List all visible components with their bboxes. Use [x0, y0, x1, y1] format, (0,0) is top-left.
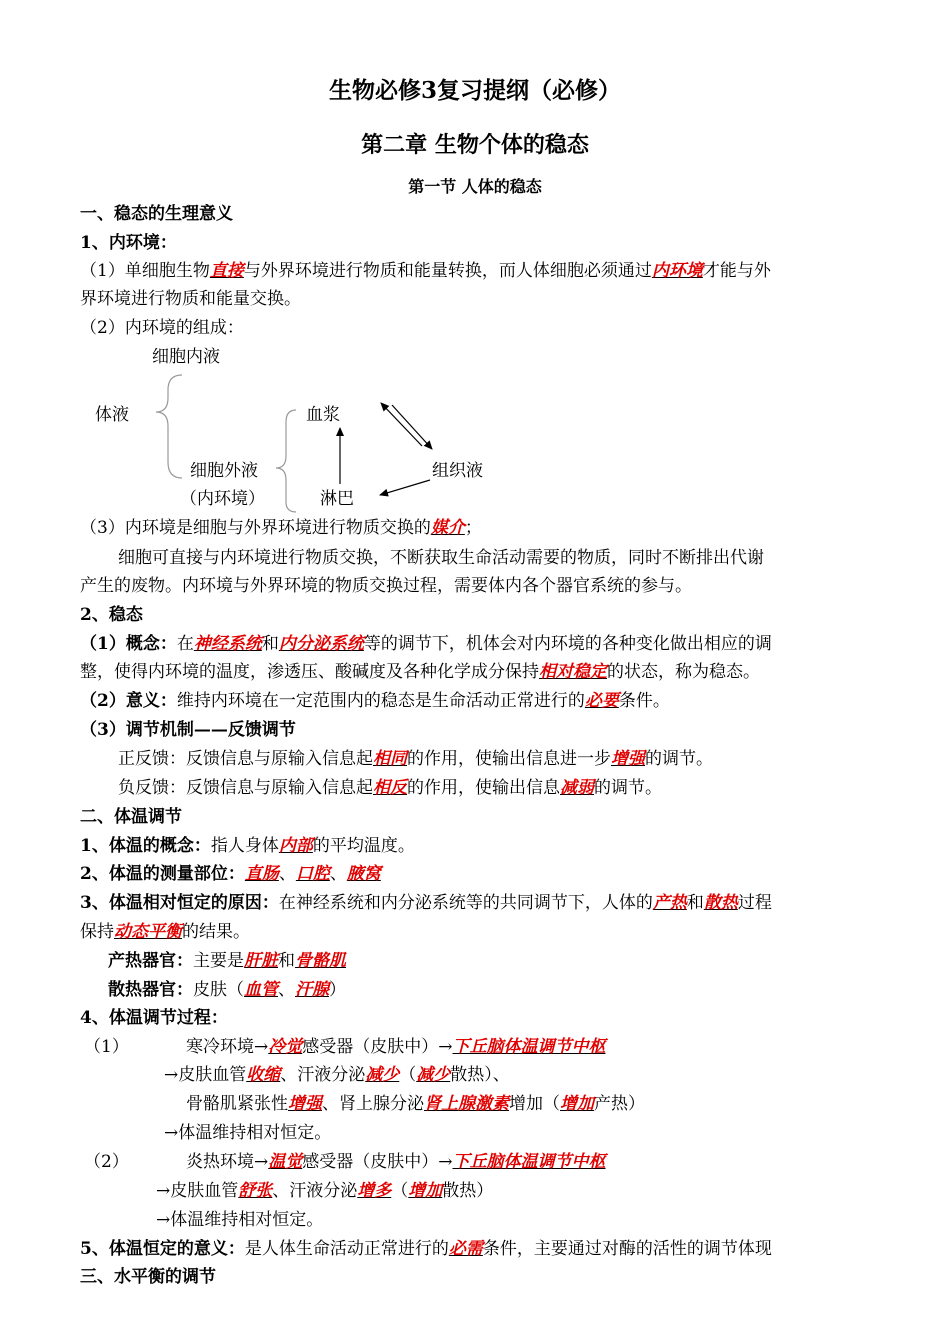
answer-text: 下丘脑体温调节中枢 [452, 1152, 606, 1172]
bold-label: （2）意义： [80, 691, 177, 711]
document-title: 生物必修3复习提纲（必修） [328, 77, 621, 104]
body-text: 指人身体 [210, 836, 279, 856]
body-text: 、 [278, 864, 296, 884]
body-text: 的结果。 [182, 922, 250, 942]
bold-label: 二、体温调节 [80, 807, 182, 827]
answer-text: 内部 [278, 836, 313, 856]
label-plasma: 血浆 [306, 405, 340, 425]
body-text: （ [399, 1065, 417, 1085]
answer-text: 必需 [448, 1239, 483, 1259]
answer-text: 血管 [244, 980, 278, 1000]
body-text: 条件，主要通过对酶的活性的调节体现 [482, 1239, 772, 1259]
answer-text: 汗腺 [295, 980, 329, 1000]
body-text: 的作用，使输出信息进一步 [407, 749, 611, 769]
body-text: 、 [278, 980, 295, 1000]
label-tissue-fluid: 组织液 [432, 461, 483, 481]
answer-text: 必要 [584, 691, 619, 711]
body-text: （1） [84, 1037, 129, 1057]
body-text: 和 [278, 951, 295, 971]
bold-label: 2、稳态 [80, 605, 143, 625]
body-text: 、汗液分泌 [280, 1065, 366, 1085]
section-heading: 第一节 人体的稳态 [408, 177, 542, 196]
answer-text: 相同 [373, 749, 407, 769]
body-text: 和 [686, 893, 704, 913]
body-text: （1）单细胞生物 [80, 261, 210, 281]
answer-text: 相反 [373, 778, 407, 798]
body-text: 条件。 [618, 691, 670, 711]
answer-text: 下丘脑体温调节中枢 [452, 1037, 606, 1057]
body-text: 等的调节下，机体会对内环境的各种变化做出相应的调 [363, 634, 772, 654]
body-text: 主要是 [193, 951, 244, 971]
body-text: 产热） [594, 1094, 645, 1114]
label-ecf: 细胞外液 [190, 461, 258, 481]
bold-label: 5、体温恒定的意义： [80, 1239, 245, 1259]
answer-text: 直接 [209, 261, 244, 281]
answer-text: 产热 [652, 893, 687, 913]
body-text: 和 [261, 634, 279, 654]
body-text: 、肾上腺分泌 [322, 1094, 424, 1114]
answer-text: 媒介 [430, 518, 465, 538]
body-text: 、汗液分泌 [272, 1181, 358, 1201]
body-text: 的状态，称为稳态。 [607, 662, 760, 682]
body-text: 保持 [80, 922, 114, 942]
answer-text: 肝脏 [244, 951, 278, 971]
body-text: ； [464, 518, 482, 538]
bold-label: 散热器官： [108, 980, 193, 1000]
answer-text: 直肠 [244, 864, 279, 884]
body-text: 负反馈：反馈信息与原输入信息起 [118, 778, 373, 798]
body-text: 感受器（皮肤中）→ [302, 1037, 453, 1057]
answer-text: 神经系统 [193, 634, 262, 654]
body-text: 的平均温度。 [312, 836, 415, 856]
body-text: 的作用，使输出信息 [407, 778, 560, 798]
brace-body-fluid [156, 375, 182, 478]
chapter-heading: 第二章 生物个体的稳态 [361, 132, 589, 158]
body-text: 散热） [442, 1181, 494, 1201]
brace-ecf [276, 410, 296, 512]
body-text: 的调节。 [594, 778, 662, 798]
answer-text: 减弱 [560, 778, 594, 798]
body-text: →皮肤血管 [156, 1181, 239, 1201]
bold-label: 一、稳态的生理意义 [80, 204, 233, 224]
arrow-tissue-to-plasma [381, 403, 422, 446]
label-body-fluid: 体液 [95, 405, 129, 425]
body-text: （2）内环境的组成： [80, 318, 244, 338]
body-text: →体温维持相对恒定。 [156, 1210, 324, 1230]
label-lymph: 淋巴 [320, 489, 354, 509]
body-text: 的调节。 [645, 749, 713, 769]
bold-label: 三、水平衡的调节 [80, 1267, 216, 1287]
answer-text: 增强 [611, 749, 645, 769]
answer-text: 减少 [365, 1065, 400, 1085]
body-text: 产生的废物。内环境与外界环境的物质交换过程，需要体内各个器官系统的参与。 [80, 576, 692, 596]
answer-text: 散热 [703, 893, 738, 913]
answer-text: 内环境 [651, 261, 703, 281]
answer-text: 增加 [408, 1181, 443, 1201]
body-text: 是人体生命活动正常进行的 [244, 1239, 449, 1259]
body-text: 皮肤（ [193, 980, 244, 1000]
bold-label: 2、体温的测量部位： [80, 864, 245, 884]
body-text: 增加（ [509, 1094, 560, 1114]
body-text: 过程 [737, 893, 772, 913]
body-text: 维持内环境在一定范围内的稳态是生命活动正常进行的 [176, 691, 585, 711]
body-text: 在神经系统和内分泌系统等的共同调节下，人体的 [278, 893, 653, 913]
answer-text: 肾上腺激素 [424, 1094, 509, 1114]
answer-text: 增加 [560, 1094, 594, 1114]
body-text: 整，使得内环境的温度，渗透压、酸碱度及各种化学成分保持 [80, 662, 539, 682]
answer-text: 腋窝 [346, 864, 381, 884]
body-text: 骨骼肌紧张性 [186, 1094, 288, 1114]
answer-text: 骨骼肌 [295, 951, 346, 971]
bold-label: （1）概念： [80, 634, 177, 654]
answer-text: 相对稳定 [539, 662, 607, 682]
body-text: 与外界环境进行物质和能量转换，而人体细胞必须通过 [243, 261, 652, 281]
body-text: （3）内环境是细胞与外界环境进行物质交换的 [80, 518, 431, 538]
answer-text: 舒张 [238, 1181, 273, 1201]
answer-text: 增多 [357, 1181, 392, 1201]
body-text: →皮肤血管 [164, 1065, 247, 1085]
body-text: 界环境进行物质和能量交换。 [80, 289, 301, 309]
answer-text: 内分泌系统 [278, 634, 364, 654]
body-text: 散热）、 [450, 1065, 510, 1085]
answer-text: 增强 [288, 1094, 322, 1114]
arrow-plasma-to-tissue [392, 405, 432, 449]
answer-text: 口腔 [295, 864, 330, 884]
answer-text: 温觉 [268, 1152, 303, 1172]
bold-label: 4、体温调节过程： [80, 1008, 228, 1028]
answer-text: 减少 [416, 1065, 451, 1085]
body-text: →体温维持相对恒定。 [164, 1123, 332, 1143]
arrow-tissue-to-lymph [380, 480, 430, 495]
body-text: 细胞可直接与内环境进行物质交换，不断获取生命活动需要的物质，同时不断排出代谢 [118, 548, 764, 568]
bold-label: （3）调节机制——反馈调节 [80, 720, 296, 740]
body-text: 才能与外 [702, 261, 771, 281]
label-internal-env: （内环境） [180, 489, 265, 509]
body-text: （ [391, 1181, 409, 1201]
body-text: 感受器（皮肤中）→ [302, 1152, 453, 1172]
body-text: （2） [84, 1152, 129, 1172]
body-text: ） [329, 980, 346, 1000]
label-icf: 细胞内液 [152, 347, 220, 367]
bold-label: 1、内环境： [80, 233, 177, 253]
bold-label: 1、体温的概念： [80, 836, 211, 856]
body-text: 、 [329, 864, 347, 884]
answer-text: 动态平衡 [114, 922, 182, 942]
body-text: 炎热环境→ [186, 1152, 269, 1172]
bold-label: 3、体温相对恒定的原因： [80, 893, 279, 913]
body-text: 在 [176, 634, 194, 654]
body-text: 正反馈：反馈信息与原输入信息起 [118, 749, 373, 769]
body-text: 寒冷环境→ [186, 1037, 269, 1057]
answer-text: 冷觉 [268, 1037, 303, 1057]
bold-label: 产热器官： [108, 951, 193, 971]
answer-text: 收缩 [246, 1065, 281, 1085]
